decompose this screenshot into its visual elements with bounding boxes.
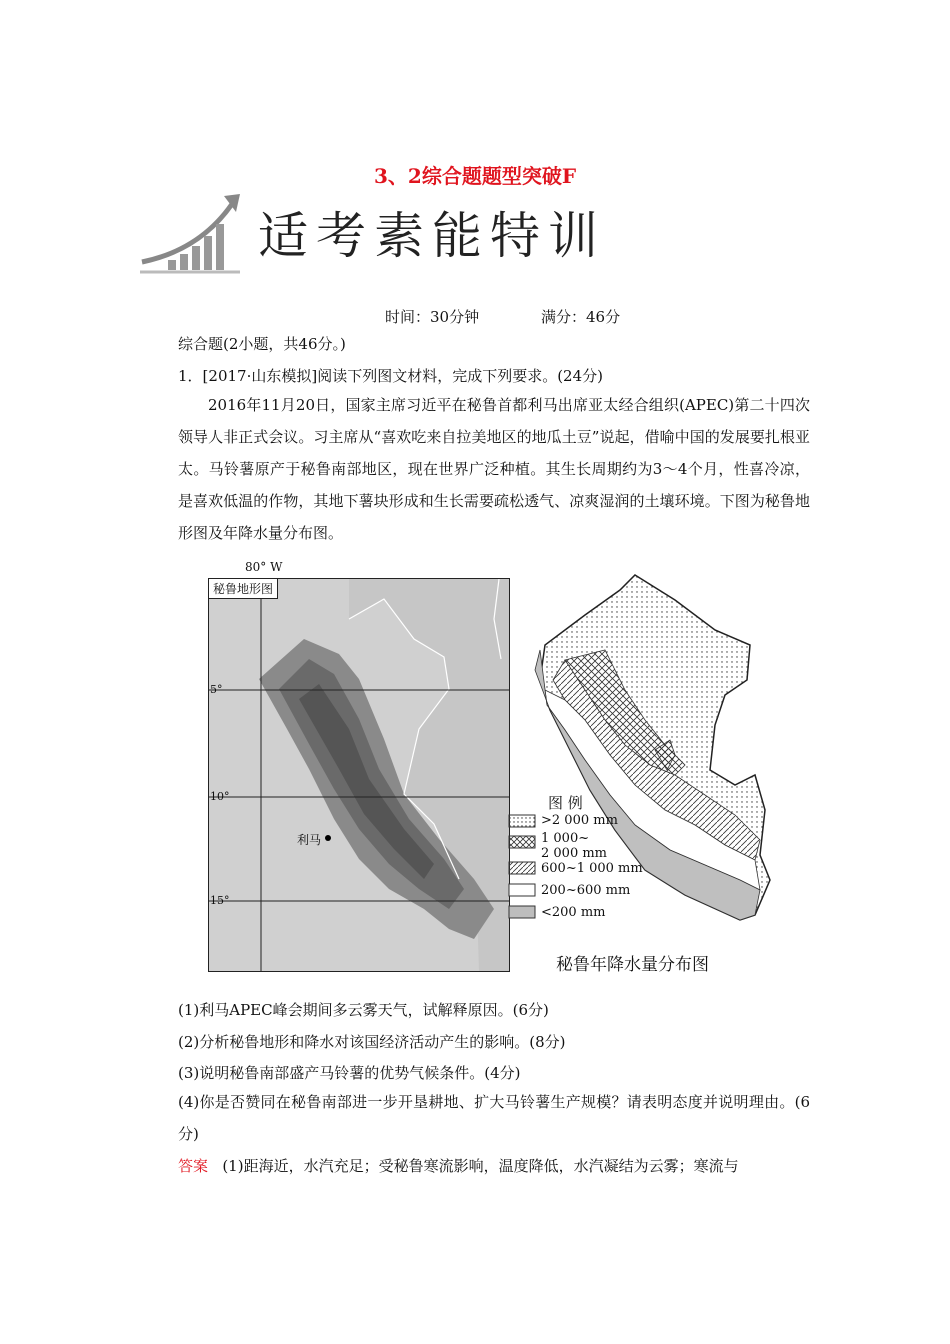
- legend-gt2000: >2 000 mm: [541, 813, 618, 828]
- legend-600-1000: 600~1 000 mm: [541, 861, 643, 876]
- answer-text: (1)距海近，水汽充足；受秘鲁寒流影响，温度降低，水汽凝结为云雾；寒流与: [222, 1157, 739, 1175]
- latitude-5-label: 5°: [210, 683, 223, 696]
- terrain-map-title: 秘鲁地形图: [209, 579, 278, 599]
- full-score: 满分：46分: [541, 308, 621, 326]
- lima-label: 利马: [297, 833, 322, 847]
- sub-question-4-text: (4)你是否赞同在秘鲁南部进一步开垦耕地、扩大马铃薯生产规模？请表明态度并说明理由。(6分): [178, 1093, 810, 1143]
- time-limit: 时间：30分钟: [385, 308, 480, 326]
- sub-question-2: (2)分析秘鲁地形和降水对该国经济活动产生的影响。(8分): [178, 1033, 566, 1051]
- question-heading: 1．[2017·山东模拟]阅读下列图文材料，完成下列要求。(24分): [178, 367, 603, 385]
- latitude-15-label: 15°: [210, 894, 230, 907]
- banner-title: 适考素能特训: [258, 207, 606, 265]
- longitude-label: 80° W: [245, 560, 283, 574]
- section-heading: 综合题(2小题，共46分。): [178, 335, 346, 353]
- legend-200-600: 200~600 mm: [541, 883, 631, 898]
- answer-label: 答案: [178, 1157, 209, 1175]
- answer-line: [178, 1155, 818, 1176]
- legend-1000-2000-a: 1 000~: [541, 831, 590, 846]
- legend-1000-2000-b: 2 000 mm: [541, 846, 608, 861]
- page-title: 3、2综合题题型突破F: [373, 164, 577, 188]
- legend-title: 图 例: [548, 794, 583, 812]
- sub-question-4: [178, 1086, 810, 1150]
- legend-swatches: [508, 812, 538, 922]
- terrain-map: [208, 578, 510, 972]
- growth-arrow-icon: [140, 190, 250, 285]
- latitude-10-label: 10°: [210, 790, 230, 803]
- sub-question-1: (1)利马APEC峰会期间多云雾天气，试解释原因。(6分): [178, 1001, 549, 1019]
- material-paragraph: 2016年11月20日，国家主席习近平在秘鲁首都利马出席亚太经合组织(APEC)第二十四次领导人非正式会议。习主席从“喜欢吃来自拉美地区的地瓜土豆”说起，借喻中国的发展要扎根亚太。马铃薯原产于秘鲁南部地区，现在世界广泛种植。其生长周期约为3～4个月，性喜冷凉，是喜欢低温的作物，其地下薯块形成和生长需要疏松透气、凉爽湿润的土壤环境。下图为秘鲁地形图及年降水量分布图。: [178, 396, 810, 542]
- sub-question-3: (3)说明秘鲁南部盛产马铃薯的优势气候条件。(4分): [178, 1064, 521, 1082]
- legend-lt200: <200 mm: [541, 905, 606, 920]
- rain-map-caption: 秘鲁年降水量分布图: [556, 955, 709, 975]
